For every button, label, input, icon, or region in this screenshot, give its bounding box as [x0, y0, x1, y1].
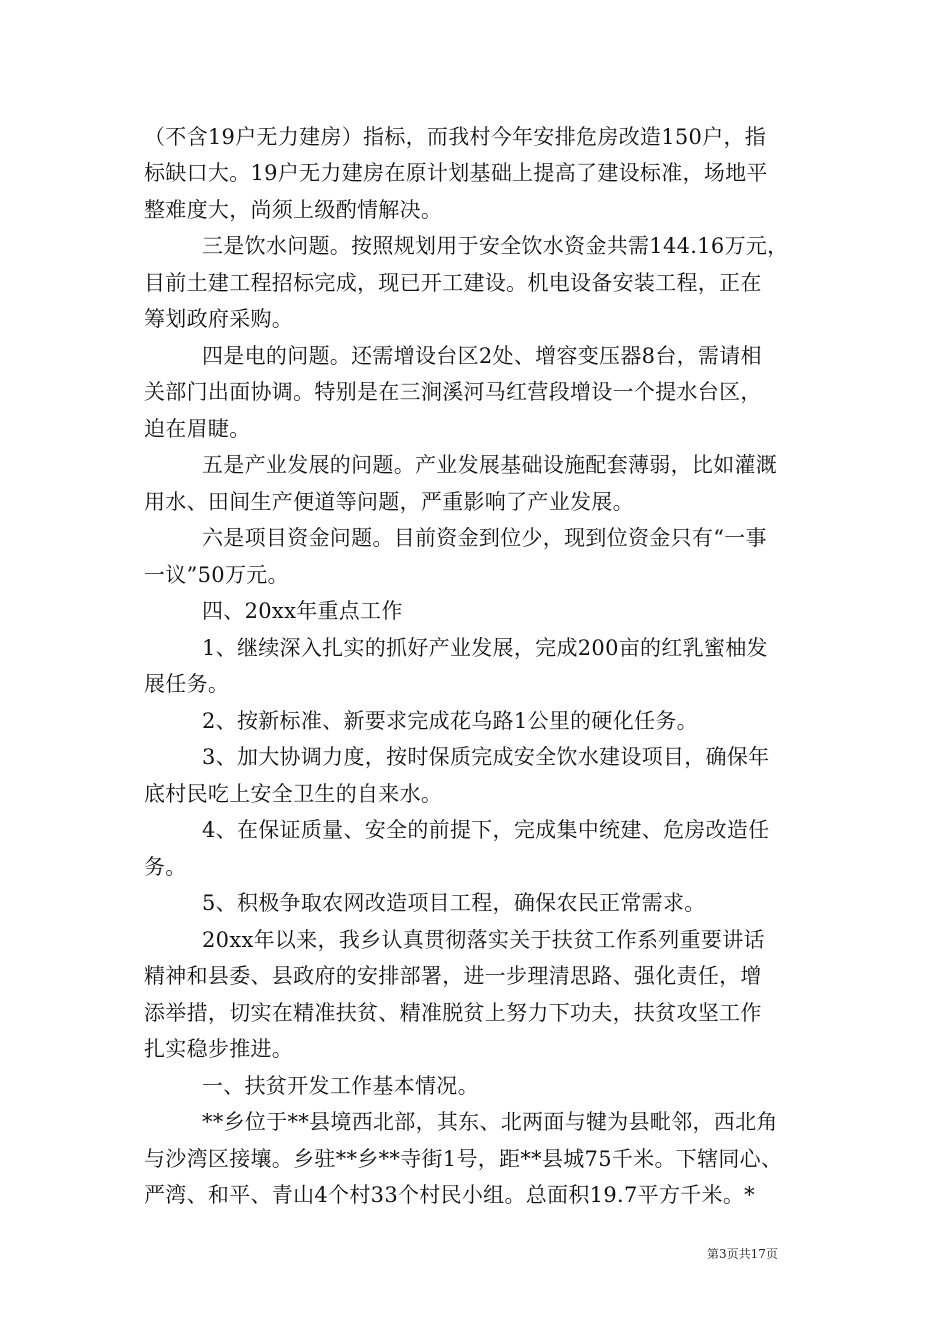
text-line: 目前土建工程招标完成，现已开工建设。机电设备安装工程，正在 — [144, 271, 762, 295]
text-line: 务。 — [144, 855, 187, 879]
section-heading: 一、扶贫开发工作基本情况。 — [202, 1074, 479, 1098]
text-line: 五是产业发展的问题。产业发展基础设施配套薄弱，比如灌溉 — [202, 453, 778, 477]
text-line: 一议”50万元。 — [144, 563, 289, 587]
text-line: 严湾、和平、青山4个村33个村民小组。总面积19.7平方千米。* — [144, 1183, 755, 1207]
text-line: **乡位于**县境西北部，其东、北两面与犍为县毗邻，西北角 — [202, 1110, 778, 1134]
text-line: 1、继续深入扎实的抓好产业发展，完成200亩的红乳蜜柚发 — [202, 636, 768, 660]
text-line: 关部门出面协调。特别是在三涧溪河马红营段增设一个提水台区， — [144, 380, 762, 404]
text-line: 迫在眉睫。 — [144, 417, 251, 441]
text-line: 三是饮水问题。按照规划用于安全饮水资金共需144.16万元， — [202, 234, 789, 258]
text-line: 四是电的问题。还需增设台区2处、增容变压器8台，需请相 — [202, 344, 762, 368]
text-line: 20xx年以来，我乡认真贯彻落实关于扶贫工作系列重要讲话 — [202, 928, 765, 952]
section-heading: 四、20xx年重点工作 — [202, 599, 403, 623]
text-line: 展任务。 — [144, 672, 230, 696]
text-line: 4、在保证质量、安全的前提下，完成集中统建、危房改造任 — [202, 818, 770, 842]
text-line: 整难度大，尚须上级酌情解决。 — [144, 198, 443, 222]
text-line: 扎实稳步推进。 — [144, 1037, 294, 1061]
text-line: 底村民吃上安全卫生的自来水。 — [144, 782, 443, 806]
text-line: （不含19户无力建房）指标，而我村今年安排危房改造150户，指 — [144, 125, 767, 149]
text-line: 六是项目资金问题。目前资金到位少，现到位资金只有“一事 — [202, 526, 767, 550]
text-line: 3、加大协调力度，按时保质完成安全饮水建设项目，确保年 — [202, 745, 770, 769]
text-line: 用水、田间生产便道等问题，严重影响了产业发展。 — [144, 490, 634, 514]
text-line: 标缺口大。19户无力建房在原计划基础上提高了建设标准，场地平 — [144, 161, 768, 185]
text-line: 与沙湾区接壤。乡驻**乡**寺街1号，距**县城75千米。下辖同心、 — [144, 1147, 783, 1171]
text-line: 5、积极争取农网改造项目工程，确保农民正常需求。 — [202, 891, 706, 915]
text-line: 精神和县委、县政府的安排部署，进一步理清思路、强化责任，增 — [144, 964, 762, 988]
page-number-footer: 第3页共17页 — [707, 1247, 778, 1261]
text-line: 筹划政府采购。 — [144, 307, 294, 331]
text-line: 2、按新标准、新要求完成花乌路1公里的硬化任务。 — [202, 709, 698, 733]
text-line: 添举措，切实在精准扶贫、精准脱贫上努力下功夫，扶贫攻坚工作 — [144, 1001, 762, 1025]
